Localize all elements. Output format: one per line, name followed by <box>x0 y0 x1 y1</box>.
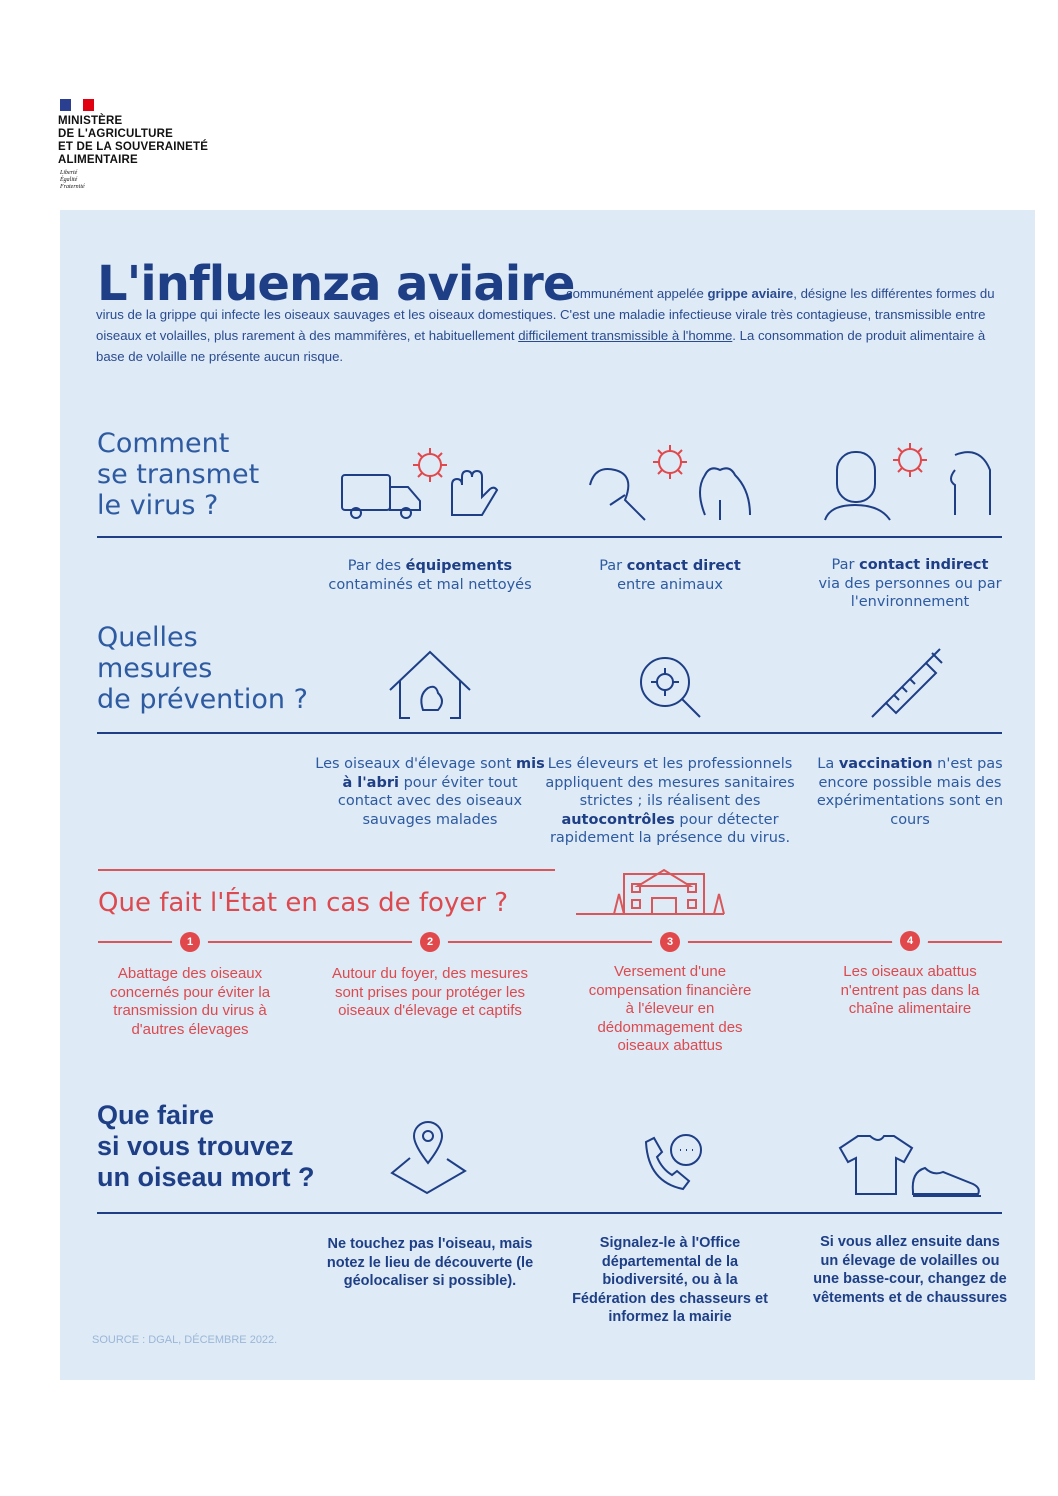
caption-part: Par <box>599 558 627 574</box>
phone-chat-icon <box>638 1132 708 1202</box>
person-contact-icon <box>825 440 1000 525</box>
prevention-caption <box>315 755 545 829</box>
caption-part: Par <box>831 557 860 573</box>
section-divider <box>97 1212 1002 1214</box>
step-caption: Abattage des oiseaux concernés pour éviter la transmission du virus à d'autres élevages <box>109 965 271 1038</box>
transmission-heading <box>97 428 259 521</box>
caption-part: Les éleveurs et les professionnels appliquent des mesures sanitaires strictes ; ils réalisent des <box>545 756 795 809</box>
virus-magnifier-icon <box>638 655 708 725</box>
caption-part: entre animaux <box>617 576 723 593</box>
map-pin-icon <box>390 1118 470 1198</box>
caption-part: Par des <box>347 558 406 574</box>
heading-line: le virus ? <box>97 490 219 521</box>
page-title: L'influenza aviaire <box>97 256 575 312</box>
prevention-caption <box>815 755 1005 829</box>
caption-bold: vaccination <box>838 756 933 772</box>
transmission-caption <box>315 557 545 594</box>
republic-flag-logo <box>60 99 94 111</box>
dead-bird-caption: Si vous allez ensuite dans un élevage de volailles ou une basse-cour, changez de vêtements et de chaussures <box>812 1234 1008 1306</box>
ministry-line: MINISTÈRE <box>58 115 123 127</box>
caption-part: Les oiseaux d'élevage sont <box>315 756 516 772</box>
shirt-shoe-icon <box>838 1132 983 1202</box>
etat-heading: Que fait l'État en cas de foyer ? <box>98 888 509 918</box>
duck-chicken-icon <box>585 440 765 525</box>
section-divider <box>97 732 1002 734</box>
heading-line: un oiseau mort ? <box>97 1162 315 1192</box>
intro-part: communément appelée <box>566 286 708 301</box>
caption-bold: mis à l'abri <box>342 756 545 791</box>
intro-part: , désigne les différentes formes du virus de la grippe qui infecte les oiseaux sauvages et les oiseaux domestiques. C'est une maladie infectieuse virale très contagieuse, transmissible entre oiseaux et volailles, plus rarement à des mammifères, et habituellement <box>96 286 995 343</box>
motto-line: Liberté <box>60 170 78 176</box>
caption-part: La <box>817 756 839 772</box>
ministry-name <box>58 115 208 167</box>
dead-bird-heading <box>97 1100 315 1193</box>
heading-line: de prévention ? <box>97 684 308 715</box>
motto-line: Fraternité <box>60 184 85 190</box>
prevention-caption <box>545 755 795 848</box>
dead-bird-caption: Ne touchez pas l'oiseau, mais notez le lieu de découverte (le géolocaliser si possible). <box>326 1236 534 1289</box>
caption-part: via des personnes ou par l'environnement <box>818 575 1002 610</box>
step-caption: Les oiseaux abattus n'entrent pas dans la chaîne alimentaire <box>840 963 980 1017</box>
caption-part: pour éviter tout contact avec des oiseaux sauvages malades <box>337 774 523 828</box>
caption-part: contaminés et mal nettoyés <box>328 576 532 593</box>
step-number-badge: 3 <box>660 932 680 952</box>
caption-bold: contact indirect <box>859 557 989 573</box>
ministry-line: ET DE LA SOUVERAINETÉ <box>58 141 209 153</box>
source-note: SOURCE : DGAL, DÉCEMBRE 2022. <box>92 1334 278 1346</box>
step-caption: Autour du foyer, des mesures sont prises pour protéger les oiseaux d'élevage et captifs <box>332 965 528 1019</box>
town-hall-icon <box>576 866 726 916</box>
intro-bold: grippe aviaire <box>707 286 794 301</box>
dead-bird-caption: Signalez-le à l'Office départemental de la biodiversité, ou à la Fédération des chasseurs et informez la mairie <box>572 1235 768 1325</box>
motto <box>60 170 85 191</box>
heading-line: si vous trouvez <box>97 1131 294 1161</box>
heading-line: se transmet <box>97 459 260 490</box>
intro-part: . La consommation de produit alimentaire à base de volaille ne présente aucun risque. <box>96 328 986 364</box>
step-number-badge: 4 <box>900 931 920 951</box>
caption-bold: équipements <box>405 558 513 574</box>
ministry-line: DE L'AGRICULTURE <box>58 128 173 140</box>
steps-timeline <box>98 941 1002 943</box>
step-number-badge: 1 <box>180 932 200 952</box>
transmission-caption <box>795 556 1025 612</box>
truck-gloves-icon <box>340 445 520 525</box>
prevention-heading <box>97 622 308 715</box>
step-caption: Versement d'une compensation financière à l'éleveur en dédommagement des oiseaux abattus <box>588 963 752 1054</box>
caption-part: pour détecter rapidement la présence du virus. <box>549 811 791 846</box>
caption-bold: contact direct <box>626 558 741 574</box>
heading-line: Comment <box>97 428 230 459</box>
motto-line: Égalité <box>60 177 78 183</box>
ministry-line: ALIMENTAIRE <box>58 154 138 166</box>
intro-underline: difficilement transmissible à l'homme <box>518 328 733 343</box>
section-divider <box>97 536 1002 538</box>
transmission-caption <box>555 557 785 594</box>
syringe-icon <box>870 645 950 720</box>
caption-bold: autocontrôles <box>561 811 675 828</box>
heading-line: mesures <box>97 653 213 684</box>
heading-line: Quelles <box>97 622 198 653</box>
red-divider <box>98 869 555 871</box>
step-number-badge: 2 <box>420 932 440 952</box>
poultry-house-icon <box>388 650 473 722</box>
heading-line: Que faire <box>97 1100 215 1130</box>
caption-part: n'est pas encore possible mais des expérimentations sont en cours <box>816 756 1004 828</box>
